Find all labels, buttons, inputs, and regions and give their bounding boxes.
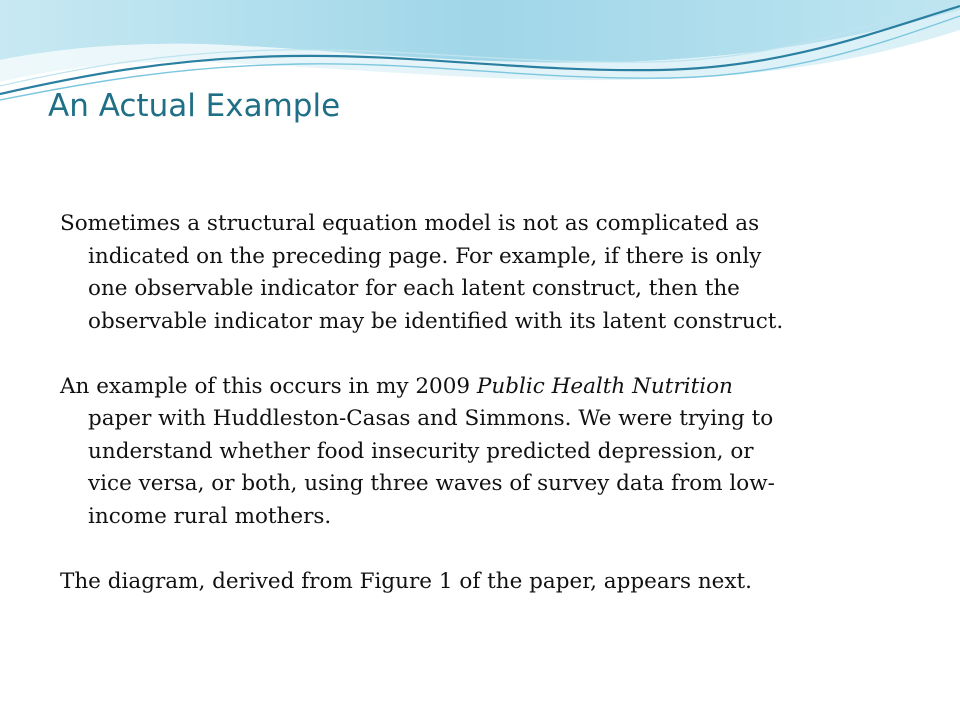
paragraph-1-line-3: one observable indicator for each latent construct, then the [88, 276, 740, 301]
paragraph-1-line-4: observable indicator may be identified with its latent construct. [88, 308, 784, 334]
paragraph-1 [60, 208, 896, 338]
paragraph-2-line-1 [60, 374, 733, 399]
paragraph-1-line-2: indicated on the preceding page. For example, if there is only [88, 243, 762, 269]
paragraph-2 [60, 371, 896, 534]
slide-title: An Actual Example [48, 88, 341, 124]
slide-body [60, 208, 896, 598]
journal-title: Public Health Nutrition [476, 373, 733, 399]
paragraph-2-line-4: vice versa, or both, using three waves of survey data from low- [88, 471, 775, 496]
paragraph-3-line-1: The diagram, derived from Figure 1 of the paper, appears next. [60, 568, 753, 594]
paragraph-2-line-5: income rural mothers. [88, 503, 332, 529]
paragraph-3 [60, 566, 896, 599]
paragraph-2-line-2: paper with Huddleston-Casas and Simmons. We were trying to [88, 406, 774, 431]
paragraph-2-line-3: understand whether food insecurity predicted depression, or [88, 438, 754, 464]
paragraph-2-line-1-text: An example of this occurs in my 2009 [60, 373, 477, 399]
paragraph-1-line-1: Sometimes a structural equation model is not as complicated as [60, 211, 760, 236]
